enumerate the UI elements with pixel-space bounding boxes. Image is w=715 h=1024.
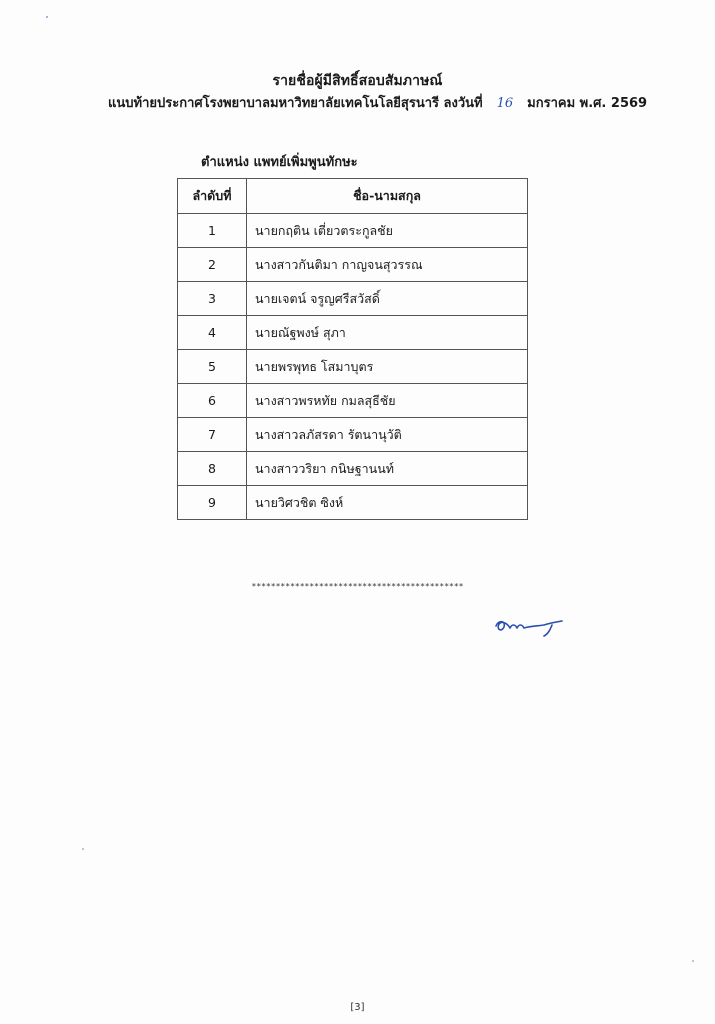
row-number: 6: [178, 384, 247, 418]
table-row: [178, 282, 528, 316]
table-row: [178, 452, 528, 486]
handwritten-day: 16: [496, 96, 514, 111]
row-name: นายเจตน์ จรูญศรีสวัสดิ์: [247, 282, 528, 316]
row-name: นางสาวพรหทัย กมลสุธีชัย: [247, 384, 528, 418]
table-row: [178, 350, 528, 384]
subtitle-text: แนบท้ายประกาศโรงพยาบาลมหาวิทยาลัยเทคโนโลยีสุรนารี ลงวันที่: [108, 96, 483, 111]
document-subtitle: [108, 92, 647, 113]
table-header-row: [178, 179, 528, 214]
row-number: 9: [178, 486, 247, 520]
row-name: นางสาวกันติมา กาญจนสุวรรณ: [247, 248, 528, 282]
column-header-name: ชื่อ-นามสกุล: [247, 179, 528, 214]
scan-speck: [46, 16, 48, 18]
row-number: 2: [178, 248, 247, 282]
signature-icon: [490, 612, 570, 642]
row-number: 3: [178, 282, 247, 316]
row-name: นายณัฐพงษ์ สุภา: [247, 316, 528, 350]
table-row: [178, 316, 528, 350]
position-label: ตำแหน่ง แพทย์เพิ่มพูนทักษะ: [201, 155, 358, 170]
table-row: [178, 418, 528, 452]
subtitle-date: มกราคม พ.ศ. 2569: [527, 96, 648, 111]
table-row: [178, 486, 528, 520]
row-name: นายกฤติน เตี่ยวตระกูลชัย: [247, 214, 528, 248]
row-number: 8: [178, 452, 247, 486]
row-name: นายพรพุทธ โสมาบุตร: [247, 350, 528, 384]
scan-speck: [82, 848, 84, 850]
separator-line: ********************************************: [251, 582, 464, 591]
row-number: 4: [178, 316, 247, 350]
row-name: นายวิศวชิต ซิงห์: [247, 486, 528, 520]
table-row: [178, 384, 528, 418]
table-row: [178, 214, 528, 248]
table-row: [178, 248, 528, 282]
row-number: 1: [178, 214, 247, 248]
candidate-table: [177, 178, 528, 520]
page-number: [3]: [350, 1002, 365, 1013]
column-header-order: ลำดับที่: [178, 179, 247, 214]
row-name: นางสาววริยา กนิษฐานนท์: [247, 452, 528, 486]
row-number: 7: [178, 418, 247, 452]
row-number: 5: [178, 350, 247, 384]
document-title: รายชื่อผู้มีสิทธิ์สอบสัมภาษณ์: [272, 73, 443, 89]
scan-speck: [692, 960, 694, 962]
row-name: นางสาวลภัสรดา รัตนานุวัติ: [247, 418, 528, 452]
